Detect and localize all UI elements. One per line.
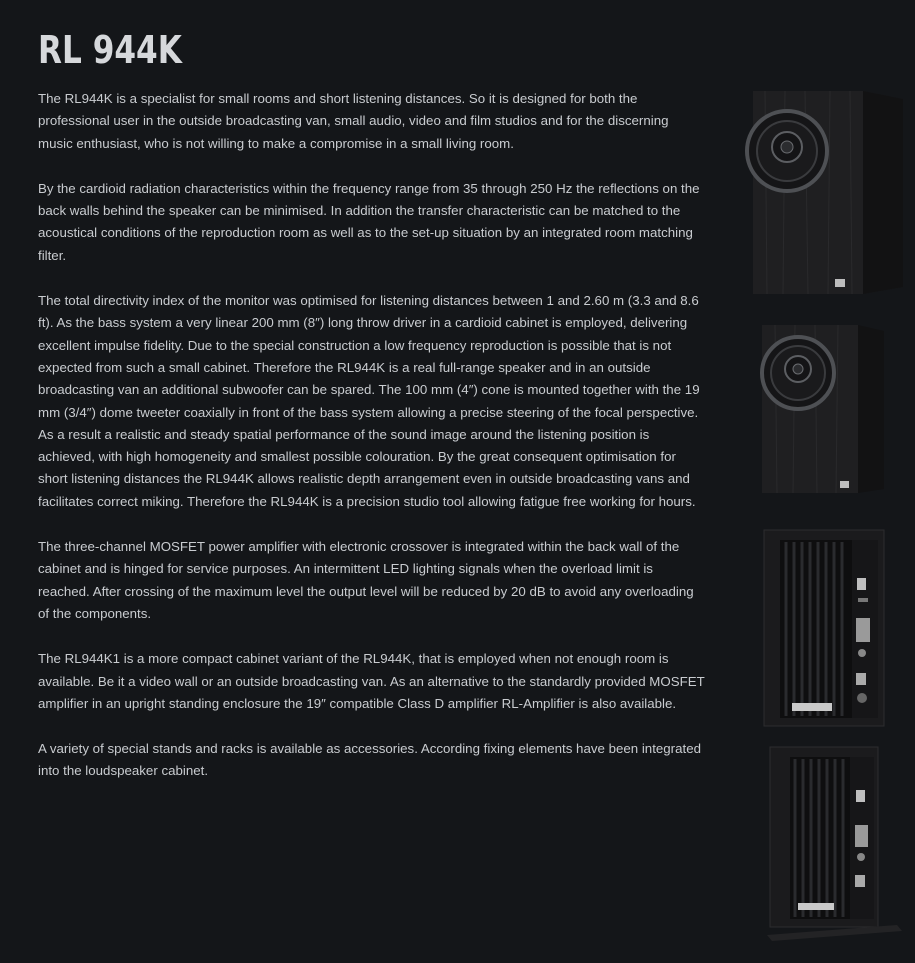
rear-small-speaker-image	[762, 745, 902, 945]
article-body	[38, 88, 706, 806]
paragraph-intro: The RL944K is a specialist for small rooms and short listening distances. So it is designed for both the professional user in the outside broadcasting van, small audio, video and film studios and for the discerning music enthusiast, who is not willing to make a compromise in a small living room.	[38, 91, 669, 151]
front-large-speaker-image	[745, 89, 905, 294]
paragraph-directivity: The total directivity index of the monitor was optimised for listening distances between 1 and 2.60 m (3.3 and 8.6 ft). As the bass system a very linear 200 mm (8″) long throw driver in a cardioid cabinet is employed, delivering excellent impulse fidelity. Due to the special construction a low frequency reproduction is possible that is not expected from such a small cabinet. Therefore the RL944K is a real full-range speaker and in an outside broadcasting van an additional subwoofer can be spared. The 100 mm (4″) cone is mounted together with the 19 mm (3/4″) dome tweeter coaxially in front of the bass system allowing a precise steering of the focal perspective. As a result a realistic and steady spatial performance of the sound image around the listening position is achieved, with high homogeneity and smallest possible colouration. By the great consequent optimisation for short listening distances the RL944K allows realistic depth arrangement even in outside broadcasting vans and facilitates correct miking. Therefore the RL944K is a precision studio tool allowing fatigue free working for hours.	[38, 293, 700, 509]
front-small-speaker-image	[760, 323, 885, 495]
paragraph-cardioid: By the cardioid radiation characteristics within the frequency range from 35 through 250 Hz the reflections on the back walls behind the speaker can be minimised. In addition the transfer characteristic can be matched to the acoustical conditions of the reproduction room as well as to the set-up situation by an integrated room matching filter.	[38, 180, 700, 263]
page-title: RL 944K	[38, 28, 182, 72]
rear-large-speaker-image	[762, 528, 887, 728]
paragraph-compact-variant: The RL944K1 is a more compact cabinet variant of the RL944K, that is employed when not enough room is available. Be it a video wall or an outside broadcasting van. As an alternative to the standardly provided MOSFET amplifier in an upright standing enclosure the 19″ compatible Class D amplifier RL-Amplifier is also available.	[38, 651, 705, 711]
paragraph-accessories: A variety of special stands and racks is available as accessories. According fixing elements have been integrated into the loudspeaker cabinet.	[38, 741, 701, 779]
paragraph-amplifier: The three-channel MOSFET power amplifier with electronic crossover is integrated within the back wall of the cabinet and is hinged for service purposes. An intermittent LED lighting signals when the overload limit is reached. After crossing of the maximum level the output level will be reduced by 20 dB to avoid any overloading of the components.	[38, 539, 694, 621]
product-image-column	[740, 85, 900, 945]
